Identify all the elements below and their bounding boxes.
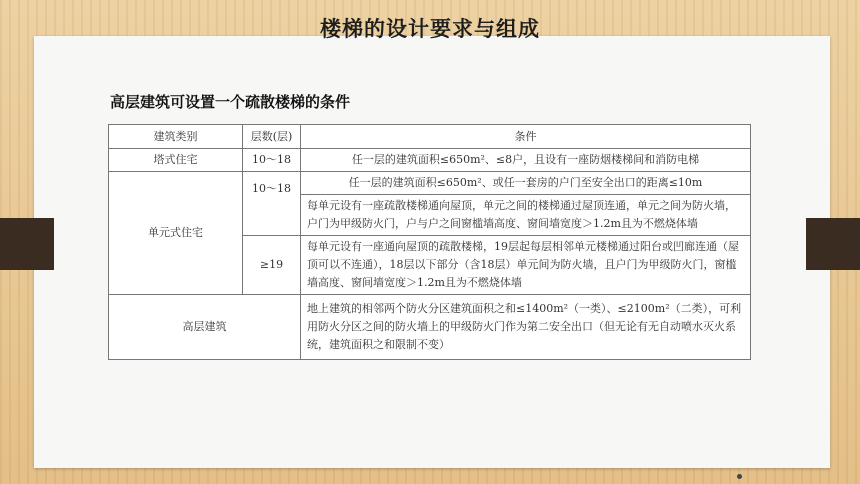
evacuation-stair-table (108, 124, 751, 360)
slide-title: 楼梯的设计要求与组成 (320, 17, 540, 41)
table-row (109, 149, 751, 172)
cell-category-tower: 塔式住宅 (109, 149, 243, 172)
cell-condition-tower: 任一层的建筑面积≤650m²、≤8户，且设有一座防烟楼梯间和消防电梯 (301, 149, 751, 172)
table-header-row (109, 125, 751, 149)
header-condition: 条件 (301, 125, 751, 149)
cell-condition-unit-a1: 任一层的建筑面积≤650m²、或任一套房的户门至安全出口的距离≤10m (301, 172, 751, 195)
cell-floors-unit-b: ≥19 (243, 236, 301, 295)
table-row (109, 172, 751, 195)
header-category: 建筑类别 (109, 125, 243, 149)
cell-category-highrise: 高层建筑 (109, 295, 301, 360)
table-row (109, 295, 751, 360)
cell-condition-highrise: 地上建筑的相邻两个防火分区建筑面积之和≤1400m²（一类）、≤2100m²（二类），可利用防火分区之间的防火墙上的甲级防火门作为第二安全出口（但无论有无自动喷水灭火系统，建筑面积之和限制不变） (301, 295, 751, 360)
cell-floors-tower: 10～18 (243, 149, 301, 172)
cell-floors-unit-a: 10～18 (243, 172, 301, 236)
right-decor-tab (806, 218, 860, 270)
section-subtitle: 高层建筑可设置一个疏散楼梯的条件 (110, 93, 351, 111)
header-floors: 层数(层) (243, 125, 301, 149)
cell-condition-unit-b: 每单元设有一座通向屋顶的疏散楼梯，19层起每层相邻单元楼梯通过阳台或凹廊连通（屋顶可以不连通），18层以下部分（含18层）单元间为防火墙，且户门为甲级防火门，窗槛墙高度、窗间墙宽度＞1.2m且为不燃烧体墙 (301, 236, 751, 295)
left-decor-tab (0, 218, 54, 270)
cell-condition-unit-a2: 每单元设有一座疏散楼梯通向屋顶，单元之间的楼梯通过屋顶连通，单元之间为防火墙，户门为甲级防火门，户与户之间窗槛墙高度、窗间墙宽度＞1.2m且为不燃烧体墙 (301, 195, 751, 236)
page-dot (737, 474, 742, 479)
cell-category-unit: 单元式住宅 (109, 172, 243, 295)
